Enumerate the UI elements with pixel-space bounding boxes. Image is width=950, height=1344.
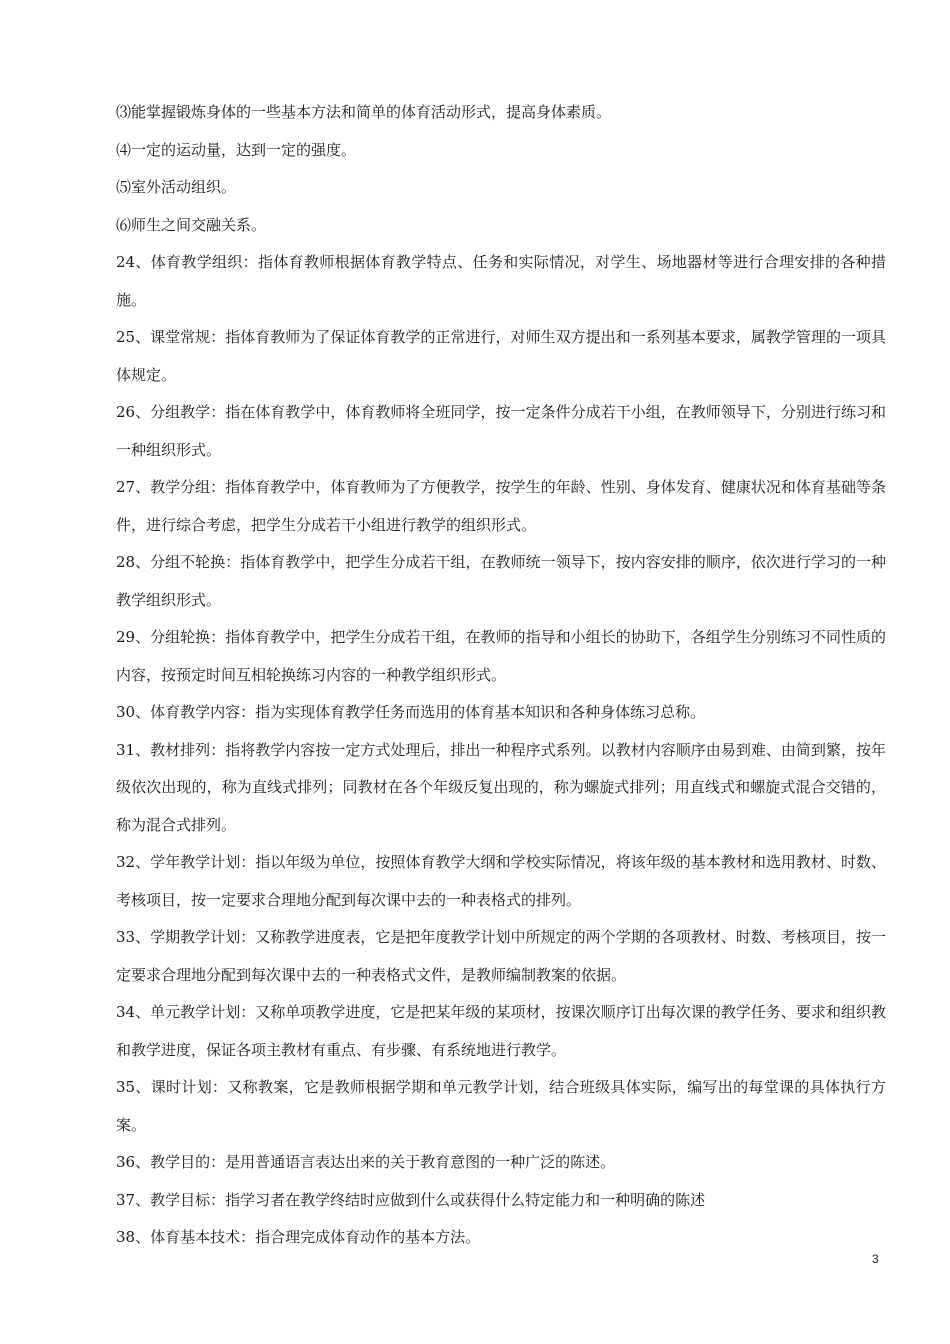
paragraph-item-6: ⑹师生之间交融关系。: [116, 215, 267, 234]
paragraph-term-29: 29、分组轮换：指体育教学中，把学生分成若干组，在教师的指导和小组长的协助下，各组学生分别练习不同性质的内容，按预定时间互相轮换练习内容的一种教学组织形式。: [116, 628, 886, 684]
paragraph-term-26: 26、分组教学：指在体育教学中，体育教师将全班同学，按一定条件分成若干小组，在教师领导下，分别进行练习和一种组织形式。: [116, 403, 886, 459]
paragraph-term-37: 37、教学目标：指学习者在教学终结时应做到什么或获得什么特定能力和一种明确的陈述: [116, 1190, 706, 1209]
paragraph-item-3: ⑶能掌握锻炼身体的一些基本方法和简单的体育活动形式，提高身体素质。: [116, 103, 612, 121]
page-number: 3: [872, 1252, 879, 1266]
document-body: [116, 94, 886, 1257]
paragraph-term-28: 28、分组不轮换：指体育教学中，把学生分成若干组，在教师统一领导下，按内容安排的顺序，依次进行学习的一种教学组织形式。: [116, 553, 886, 609]
paragraph-term-24: 24、体育教学组织：指体育教师根据体育教学特点、任务和实际情况，对学生、场地器材等进行合理安排的各种措施。: [116, 253, 886, 309]
paragraph-item-5: ⑸室外活动组织。: [116, 178, 237, 196]
paragraph-term-33: 33、学期教学计划：又称教学进度表，它是把年度教学计划中所规定的两个学期的各项教材、时数、考核项目，按一定要求合理地分配到每次课中去的一种表格式文件，是教师编制教案的依据。: [116, 928, 886, 984]
paragraph-term-36: 36、教学目的：是用普通语言表达出来的关于教育意图的一种广泛的陈述。: [116, 1153, 616, 1171]
paragraph-term-31: 31、教材排列：指将教学内容按一定方式处理后，排出一种程序式系列。以教材内容顺序由易到难、由简到繁，按年级依次出现的，称为直线式排列；同教材在各个年级反复出现的，称为螺旋式排列；用直线式和螺旋式混合交错的，称为混合式排列。: [116, 740, 886, 834]
paragraph-term-35: 35、课时计划：又称教案，它是教师根据学期和单元教学计划，结合班级具体实际，编写出的每堂课的具体执行方案。: [116, 1078, 886, 1134]
paragraph-item-4: ⑷一定的运动量，达到一定的强度。: [116, 140, 357, 159]
paragraph-term-34: 34、单元教学计划：又称单项教学进度，它是把某年级的某项材，按课次顺序订出每次课的教学任务、要求和组织教和教学进度，保证各项主教材有重点、有步骤、有系统地进行教学。: [116, 1003, 886, 1059]
paragraph-term-30: 30、体育教学内容：指为实现体育教学任务而选用的体育基本知识和各种身体练习总称。: [116, 703, 706, 721]
paragraph-term-32: 32、学年教学计划：指以年级为单位，按照体育教学大纲和学校实际情况，将该年级的基本教材和选用教材、时数、考核项目，按一定要求合理地分配到每次课中去的一种表格式的排列。: [116, 853, 886, 909]
paragraph-term-27: 27、教学分组：指体育教学中，体育教师为了方便教学，按学生的年龄、性别、身体发育、健康状况和体育基础等条件，进行综合考虑，把学生分成若干小组进行教学的组织形式。: [116, 478, 886, 534]
paragraph-term-25: 25、课堂常规：指体育教师为了保证体育教学的正常进行，对师生双方提出和一系列基本要求，属教学管理的一项具体规定。: [116, 328, 886, 384]
paragraph-term-38: 38、体育基本技术：指合理完成体育动作的基本方法。: [116, 1228, 481, 1246]
